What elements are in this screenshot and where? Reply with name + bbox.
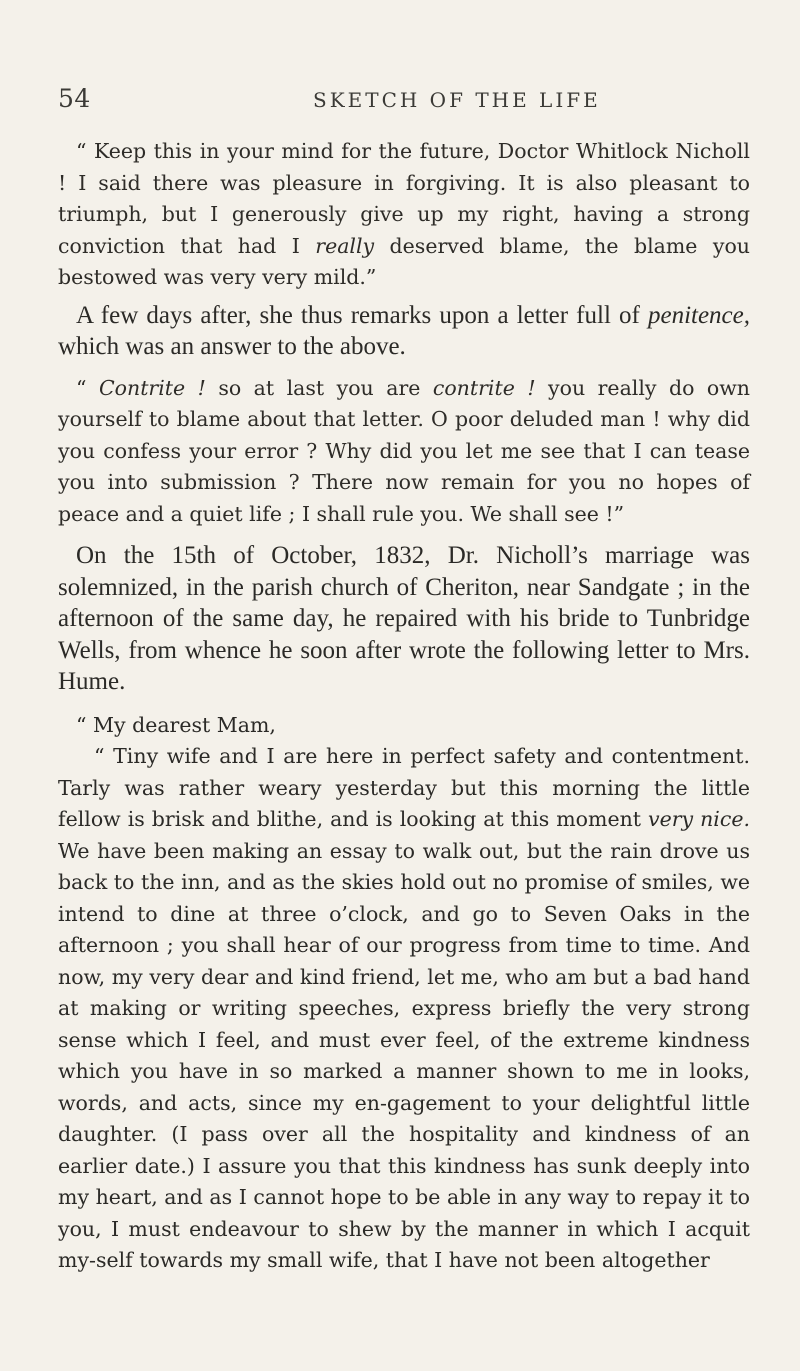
running-head: SKETCH OF THE LIFE — [313, 88, 601, 112]
letter-salutation: “ My dearest Mam, — [76, 712, 276, 737]
paragraph-narrative-marriage: On the 15th of October, 1832, Dr. Nicholl’s marriage was solemnized, in the parish church of Cheriton, near Sandgate ; in the afternoon of the same day, he repaired with his bride to Tunbridge Wells, from whence he soon after wrote the following letter to Mrs. Hume. — [58, 542, 750, 695]
body-text — [58, 136, 750, 1277]
page-header — [58, 84, 748, 124]
paragraph-narrative-penitence: A few days after, she thus remarks upon a letter full of penitence, which was an answer to the above. — [58, 301, 750, 360]
page-number: 54 — [58, 84, 91, 113]
letter-body: “ Tiny wife and I are here in perfect safety and contentment. Tarly was rather weary yesterday but this morning the little fellow is brisk and blithe, and is looking at this moment very nice. We have been making an essay to walk out, but the rain drove us back to the inn, and as the skies hold out no promise of smiles, we intend to dine at three o’clock, and go to Seven Oaks in the afternoon ; you shall hear of our progress from time to time. And now, my very dear and kind friend, let me, who am but a bad hand at making or writing speeches, express briefly the very strong sense which I feel, and must ever feel, of the extreme kindness which you have in so marked a manner shown to me in looks, words, and acts, since my en-gagement to your delightful little daughter. (I pass over all the hospitality and kindness of an earlier date.) I assure you that this kindness has sunk deeply into my heart, and as I cannot hope to be able in any way to repay it to you, I must endeavour to shew by the manner in which I acquit my-self towards my small wife, that I have not been altogether — [58, 744, 750, 1272]
paragraph-quote-contrite: “ Contrite ! so at last you are contrite ! you really do own yourself to blame about that letter. O poor deluded man ! why did you confess your error ? Why did you let me see that I can tease you into submission ? There now remain for you no hopes of peace and a quiet life ; I shall rule you. We shall see !” — [58, 375, 750, 526]
paragraph-quote-forgiving: “ Keep this in your mind for the future, Doctor Whitlock Nicholl ! I said there was pleasure in forgiving. It is also pleasant to triumph, but I generously give up my right, having a strong conviction that had I really deserved blame, the blame you bestowed was very very mild.” — [58, 139, 750, 289]
